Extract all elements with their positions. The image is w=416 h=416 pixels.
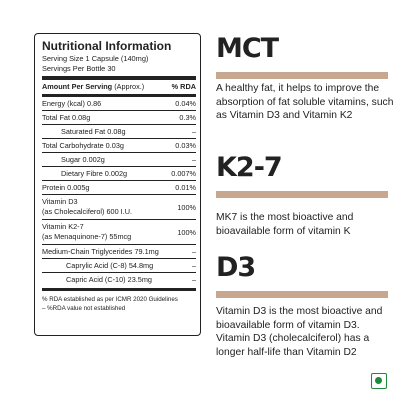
k2-description: MK7 is the most bioactive and bioavailable form of vitamin K [216, 212, 354, 237]
row-name-line2: (as Cholecalciferol) 600 I.U. [42, 207, 133, 216]
footnote-not-established: – %RDA value not established [42, 305, 126, 312]
rda-header: % RDA [171, 82, 196, 91]
amount-per-serving-label: Amount Per Serving [42, 82, 113, 91]
table-row: Medium-Chain Triglycerides 79.1mg – [42, 247, 196, 256]
d3-description: Vitamin D3 is the most bioactive and bioavailable form of vitamin D3. Vitamin D3 (cholecalciferol) has a longer half-life than Vitamin D2 [216, 306, 383, 358]
table-row: Caprylic Acid (C-8) 54.8mg – [66, 261, 196, 270]
nutrition-panel [34, 33, 201, 336]
k2-accent-bar [216, 191, 388, 198]
veg-dot [375, 377, 382, 384]
row-name-line2: (as Menaquinone-7) 55mcg [42, 232, 132, 241]
table-row: Saturated Fat 0.08g – [61, 127, 196, 136]
table-row: Energy (kcal) 0.86 0.04% [42, 99, 196, 108]
table-row: Total Fat 0.08g 0.3% [42, 113, 196, 122]
table-row: Vitamin K2-7 (as Menaquinone-7) 55mcg 100% [42, 222, 196, 241]
panel-title: Nutritional Information [42, 39, 172, 53]
k2-heading: K2-7 [216, 152, 282, 183]
mct-heading: MCT [216, 33, 279, 64]
table-row: Protein 0.005g 0.01% [42, 183, 196, 192]
servings-per-bottle: Servings Per Bottle 30 [42, 64, 116, 73]
row-name-line1: Vitamin D3 [42, 197, 78, 206]
d3-accent-bar [216, 291, 388, 298]
row-name-line1: Vitamin K2-7 [42, 222, 84, 231]
table-row: Total Carbohydrate 0.03g 0.03% [42, 141, 196, 150]
mct-accent-bar [216, 72, 388, 79]
approx-label: (Approx.) [114, 82, 145, 91]
table-row: Capric Acid (C-10) 23.5mg – [66, 275, 196, 284]
table-row: Dietary Fibre 0.002g 0.007% [61, 169, 196, 178]
footnotes [42, 295, 196, 313]
table-row: Sugar 0.002g – [61, 155, 196, 164]
vegetarian-mark-icon [371, 373, 387, 389]
divider-thick [42, 288, 196, 291]
mct-description: A healthy fat, it helps to improve the absorption of fat soluble vitamins, such as Vitamin D3 and Vitamin K2 [216, 83, 394, 121]
d3-heading: D3 [216, 252, 256, 283]
table-row: Vitamin D3 (as Cholecalciferol) 600 I.U. 100% [42, 197, 196, 216]
serving-size: Serving Size 1 Capsule (140mg) [42, 54, 149, 63]
footnote-rda: % RDA established as per ICMR 2020 Guidelines [42, 296, 178, 303]
table-header [42, 80, 196, 94]
